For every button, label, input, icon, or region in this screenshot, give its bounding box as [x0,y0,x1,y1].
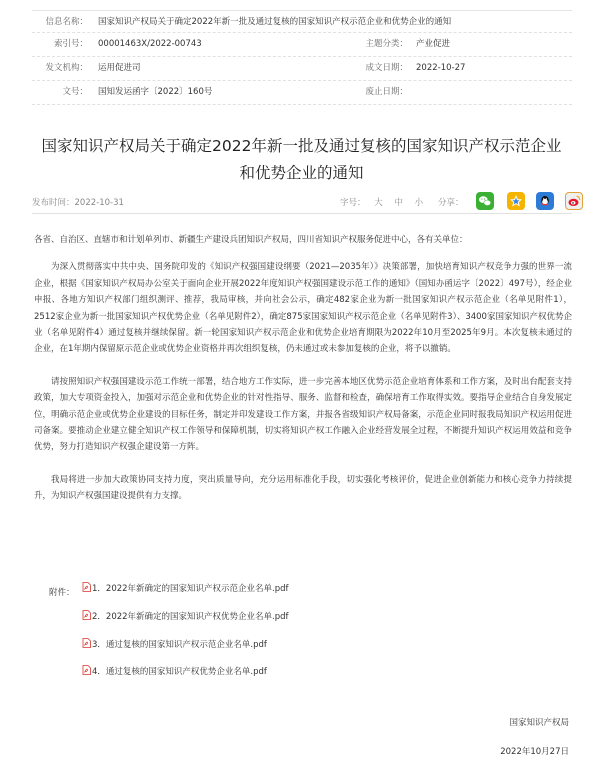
attachment-link-3[interactable] [82,638,267,650]
category-value: 产业促进 [416,39,451,49]
pdf-file-icon [82,638,91,648]
attachment-4-title[interactable]: 4．通过复核的国家知识产权优势企业名单.pdf [92,667,267,677]
weibo-share-icon[interactable] [565,192,583,210]
pdf-file-icon [82,582,91,592]
page-title [20,133,583,187]
wechat-share-icon[interactable] [476,192,494,210]
info-name-label: 信息名称： [45,17,88,27]
signature-organization: 国家知识产权局 [509,718,569,728]
qq-share-icon[interactable] [536,192,554,210]
document-metadata [32,10,572,105]
attachment-2-title[interactable]: 2．2022年新确定的国家知识产权优势企业名单.pdf [92,612,289,622]
doc-number-value: 国知发运函字〔2022〕160号 [98,87,213,97]
page-title-line1: 国家知识产权局关于确定2022年新一批及通过复核的国家知识产权示范企业 [41,137,562,155]
issuer-label: 发文机构： [45,63,88,73]
attachment-link-4[interactable] [82,665,267,677]
index-value: 00001463X/2022-00743 [98,39,202,49]
page-title-line2: 和优势企业的通知 [239,164,364,182]
category-label: 主题分类： [365,39,408,49]
font-size-large-button[interactable]: 大 [374,198,383,208]
pdf-file-icon [82,665,91,675]
publish-date: 发布时间：2022-10-31 [32,198,124,208]
meta-row-issuer [32,57,572,81]
article-body [34,232,572,521]
attachment-3-title[interactable]: 3．通过复核的国家知识产权示范企业名单.pdf [92,640,267,650]
pdf-file-icon [82,610,91,620]
qzone-share-icon[interactable] [507,192,525,210]
issuer-value: 运用促进司 [98,63,141,73]
salutation: 各省、自治区、直辖市和计划单列市、新疆生产建设兵团知识产权局，四川省知识产权服务促进中心，各有关单位： [34,235,468,245]
body-paragraph-1: 为深入贯彻落实中共中央、国务院印发的《知识产权强国建设纲要（2021—2035年）》决策部署，加快培育知识产权竞争力强的世界一流企业，根据《国家知识产权局办公室关于面向企业开展2022年度知识产权强国建设示范工作的通知》（国知办函运字〔2022〕497号），经企业申报、各地方知识产权部门组织测评、推荐，我局审核，并向社会公示，确定482家企业为新一批国家知识产权示范企业（名单见附件1），2512家企业为新一批国家知识产权优势企业（名单见附件2），确定875家国家知识产权示范企业（名单见附件3）、3400家国家知识产权优势企业（名单见附件4）通过复核并继续保留。新一轮国家知识产权示范企业和优势企业培育期限为2022年10月至2025年9月。本次复核未通过的企业，在1年期内保留原示范企业或优势企业资格并再次组织复核，仍未通过或未参加复核的企业，将予以撤销。 [34,262,572,355]
meta-row-index [32,33,572,57]
body-paragraph-2: 请按照知识产权强国建设示范工作统一部署，结合地方工作实际，进一步完善本地区优势示范企业培育体系和工作方案，及时出台配套支持政策，加大专项资金投入，加强对示范企业和优势企业的针对性指导、服务、监督和检查，确保培育工作取得实效。要指导企业结合自身发展定位，明确示范企业或优势企业建设的目标任务，制定并印发建设工作方案，并报各省级知识产权局备案，示范企业同时报我局知识产权运用促进司备案。要推动企业建立健全知识产权工作领导和保障机制，切实将知识产权工作融入企业经营发展全过程，不断提升知识产权运用效益和竞争优势，努力打造知识产权强企建设第一方阵。 [34,376,572,453]
meta-row-doc-no [32,81,572,105]
created-date-value: 2022-10-27 [416,63,466,73]
share-label: 分享： [438,198,464,208]
attachment-1-title[interactable]: 1．2022年新确定的国家知识产权示范企业名单.pdf [92,584,289,594]
font-size-controls [340,196,432,208]
font-size-label: 字号： [340,198,366,208]
article-info-bar [32,190,572,214]
body-paragraph-3: 我局将进一步加大政策协同支持力度，突出质量导向，充分运用标准化手段，切实强化考核评价，促进企业创新能力和核心竞争力持续提升，为知识产权强国建设提供有力支撑。 [34,474,572,502]
index-label: 索引号： [53,39,88,49]
created-date-label: 成文日期： [365,63,408,73]
attachments-label: 附件： [49,588,75,598]
attachment-link-1[interactable] [82,582,289,594]
font-size-medium-button[interactable]: 中 [394,198,403,208]
doc-number-label: 文号： [62,87,88,97]
abolish-date-label: 废止日期： [365,87,408,97]
meta-row-info-name [32,11,572,33]
attachment-link-2[interactable] [82,610,289,622]
signature-date: 2022年10月27日 [500,747,569,757]
info-name-value: 国家知识产权局关于确定2022年新一批及通过复核的国家知识产权示范企业和优势企业的通知 [98,17,452,27]
font-size-small-button[interactable]: 小 [414,198,424,208]
